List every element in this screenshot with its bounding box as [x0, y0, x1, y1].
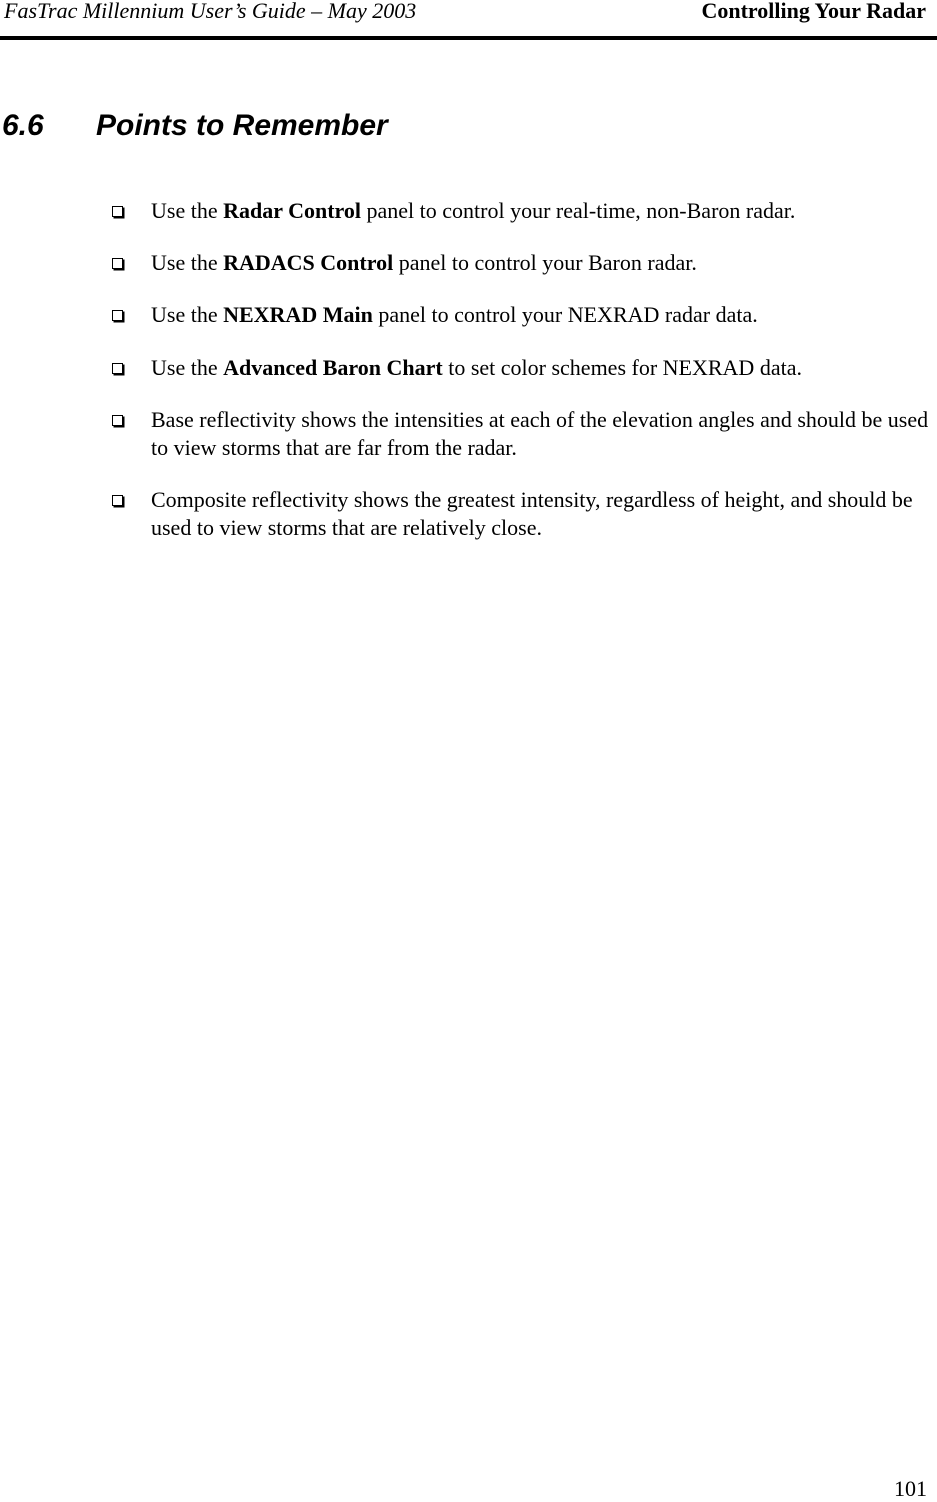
list-item-text: Use the Radar Control panel to control your real-time, non-Baron radar.: [151, 198, 796, 223]
list-item-text: Use the NEXRAD Main panel to control your NEXRAD radar data.: [151, 302, 758, 327]
section-number: 6.6: [2, 109, 44, 142]
checkbox-icon: [112, 495, 123, 506]
checkbox-icon: [112, 206, 123, 217]
header-document-title: FasTrac Millennium User’s Guide – May 2003: [4, 0, 417, 23]
checkbox-icon: [112, 310, 123, 321]
checkbox-icon: [112, 415, 123, 426]
header-chapter-title: Controlling Your Radar: [701, 0, 926, 23]
section-title: Points to Remember: [96, 109, 388, 142]
page-number: 101: [894, 1476, 927, 1501]
list-item-text: Composite reflectivity shows the greatest intensity, regardless of height, and should be used to view storms that are relatively close.: [151, 487, 913, 540]
checkbox-icon: [112, 363, 123, 374]
checkbox-icon: [112, 258, 123, 269]
page-header: [0, 0, 937, 40]
section-heading: [2, 108, 388, 144]
list-item-text: Use the RADACS Control panel to control your Baron radar.: [151, 250, 697, 275]
list-item-text: Use the Advanced Baron Chart to set color schemes for NEXRAD data.: [151, 355, 802, 380]
list-item-text: Base reflectivity shows the intensities at each of the elevation angles and should be used to view storms that are far from the radar.: [151, 407, 929, 460]
